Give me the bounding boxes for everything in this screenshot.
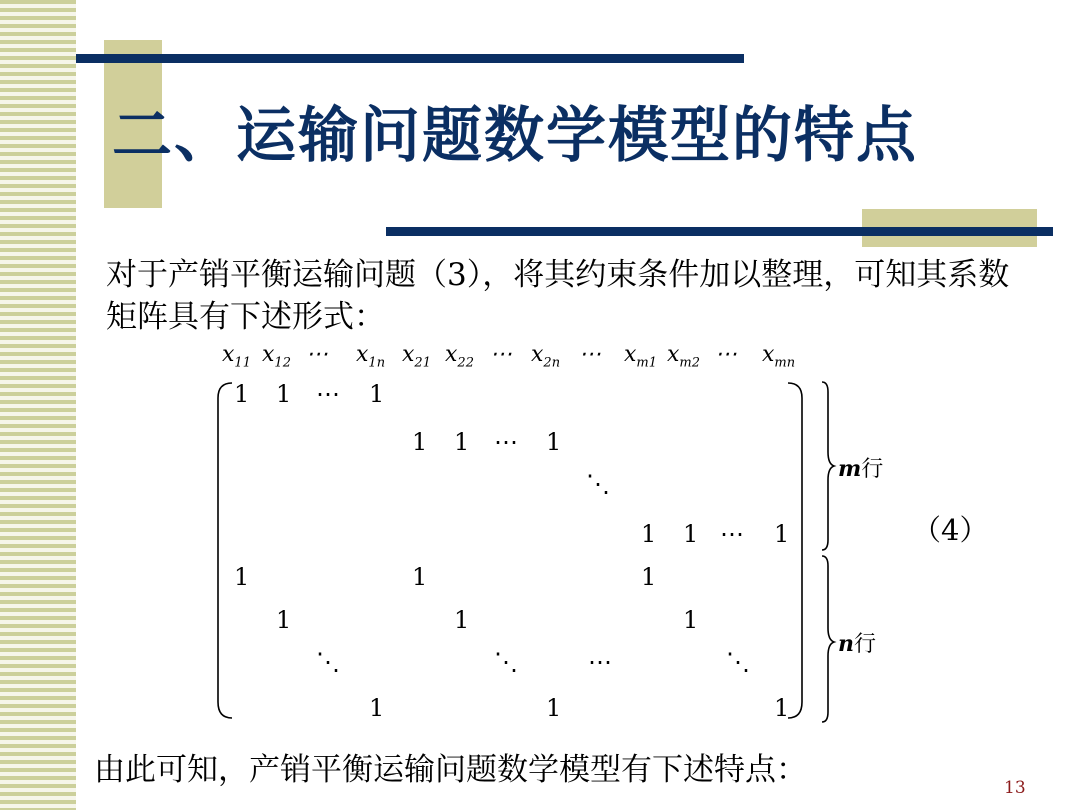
col-header-x2n: $x_{2n}$ (531, 342, 561, 371)
page-number: 13 (1004, 778, 1026, 798)
matrix-entry: 1 (276, 380, 292, 408)
col-header-dots: ⋯ (579, 342, 601, 367)
slide-title: 二、运输问题数学模型的特点 (112, 101, 918, 171)
matrix-entry: ⋱ (726, 648, 750, 676)
matrix-entry: 1 (234, 380, 250, 408)
equation-number: （4） (912, 513, 989, 547)
matrix-entry: 1 (234, 563, 250, 591)
matrix-entry: 1 (683, 520, 699, 548)
col-header-x1n: $x_{1n}$ (356, 342, 386, 371)
col-header-dots: ⋯ (306, 342, 328, 367)
col-header-xm2: $x_{m2}$ (667, 342, 701, 371)
left-paren (218, 383, 232, 718)
n-row-brace (822, 556, 834, 722)
matrix-entry: 1 (546, 428, 562, 456)
matrix-entry: 1 (774, 694, 790, 722)
matrix-entry: 1 (454, 606, 470, 634)
matrix-entry: ⋯ (588, 648, 612, 676)
col-header-dots: ⋯ (715, 342, 737, 367)
m-row-brace (822, 382, 834, 550)
matrix-entry: 1 (546, 694, 562, 722)
matrix-entry: ⋯ (316, 380, 340, 408)
col-header-x11: $x_{11}$ (222, 342, 251, 371)
intro-paragraph: 对于产销平衡运输问题（3），将其约束条件加以整理，可知其系数矩阵具有下述形式： (106, 257, 1010, 335)
n-rows-label: n行 (838, 631, 877, 657)
col-header-xm1: $x_{m1}$ (624, 342, 658, 371)
matrix-entry: 1 (412, 563, 428, 591)
matrix-entry: ⋱ (586, 470, 610, 498)
matrix-entry: 1 (369, 380, 385, 408)
matrix-entry: ⋯ (494, 428, 518, 456)
matrix-entry: 1 (774, 520, 790, 548)
matrix-entry: 1 (412, 428, 428, 456)
conclusion-text: 由此可知，产销平衡运输问题数学模型有下述特点： (94, 752, 807, 788)
matrix-entry: 1 (276, 606, 292, 634)
m-rows-label: m行 (838, 456, 884, 482)
matrix-entry: 1 (641, 520, 657, 548)
matrix-entry: 1 (369, 694, 385, 722)
right-paren (788, 383, 802, 718)
col-header-x21: $x_{21}$ (402, 342, 431, 371)
col-header-x12: $x_{12}$ (262, 342, 291, 371)
col-header-xmn: $x_{mn}$ (762, 342, 796, 371)
matrix-entry: 1 (641, 563, 657, 591)
matrix-entry: 1 (454, 428, 470, 456)
matrix-entry: ⋯ (720, 520, 744, 548)
col-header-x22: $x_{22}$ (445, 342, 474, 371)
matrix-entry: 1 (683, 606, 699, 634)
col-header-dots: ⋯ (490, 342, 512, 367)
matrix-entry: ⋱ (494, 648, 518, 676)
matrix-entry: ⋱ (316, 648, 340, 676)
